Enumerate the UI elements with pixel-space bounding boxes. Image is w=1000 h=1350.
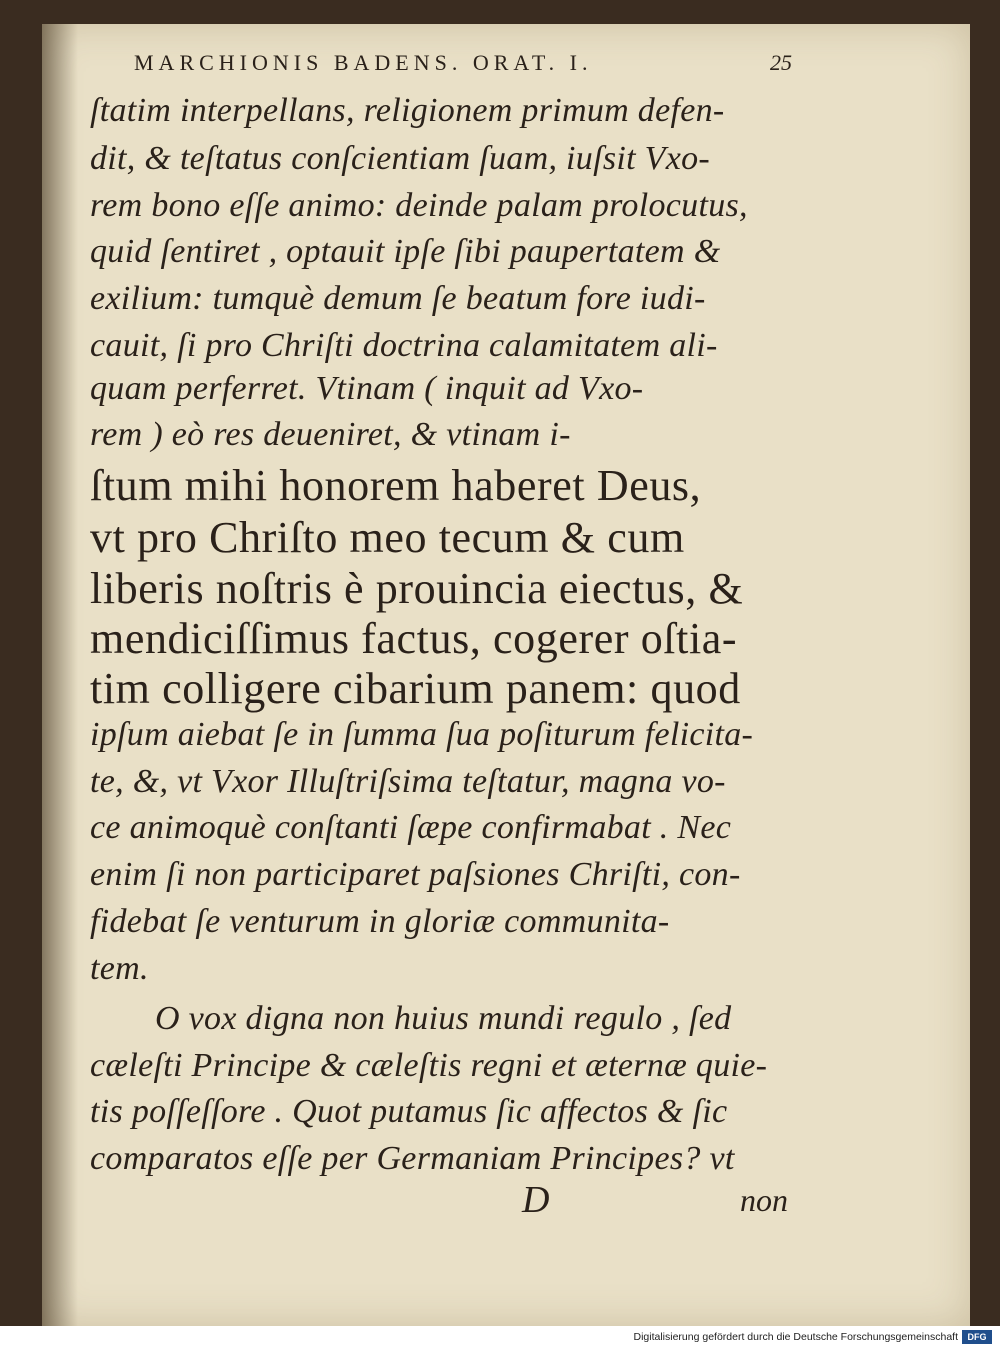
dfg-logo: DFG: [962, 1330, 992, 1344]
text-line-23: comparatos eſſe per Germaniam Principes? vt: [90, 1140, 735, 1177]
text-line-21: cæleſti Principe & cæleſtis regni et æternæ quie-: [90, 1047, 768, 1084]
page-gutter-shadow: [42, 24, 78, 1326]
text-line-13: tim colligere cibarium panem: quod: [90, 664, 741, 713]
text-line-15: te, &, vt Vxor Illuſtriſsima teſtatur, magna vo-: [90, 763, 726, 800]
text-line-10: vt pro Chriſto meo tecum & cum: [90, 513, 685, 562]
text-line-17: enim ſi non participaret paſsiones Chriſti, con-: [90, 856, 741, 893]
credit-bar: [0, 1326, 1000, 1350]
text-line-8: rem ) eò res deueniret, & vtinam i-: [90, 416, 571, 453]
text-line-18: fidebat ſe venturum in gloriæ communita-: [90, 903, 670, 940]
catchword: non: [740, 1182, 788, 1218]
page-number: 25: [770, 50, 792, 75]
text-line-7: quam perferret. Vtinam ( inquit ad Vxo-: [90, 370, 644, 407]
text-line-12: mendiciſſimus factus, cogerer oſtia-: [90, 614, 738, 663]
signature-mark: D: [522, 1179, 550, 1221]
text-line-22: tis poſſeſſore . Quot putamus ſic affectos & ſic: [90, 1093, 728, 1130]
text-line-19: tem.: [90, 950, 149, 987]
text-line-6: cauit, ſi pro Chriſti doctrina calamitatem ali-: [90, 327, 718, 364]
text-line-2: dit, & teſtatus conſcientiam ſuam, iuſsit Vxo-: [90, 140, 711, 177]
text-line-16: ce animoquè conſtanti ſæpe confirmabat . Nec: [90, 809, 732, 846]
running-title: MARCHIONIS BADENS. ORAT. I.: [134, 50, 593, 75]
text-line-3: rem bono eſſe animo: deinde palam prolocutus,: [90, 187, 748, 224]
text-line-1: ſtatim interpellans, religionem primum defen-: [90, 92, 725, 129]
text-line-14: ipſum aiebat ſe in ſumma ſua poſiturum felicita-: [90, 716, 754, 753]
text-line-4: quid ſentiret , optauit ipſe ſibi paupertatem &: [90, 233, 721, 270]
text-line-20: O vox digna non huius mundi regulo , ſed: [155, 1000, 732, 1037]
text-line-5: exilium: tumquè demum ſe beatum fore iudi-: [90, 280, 706, 317]
credit-text: Digitalisierung gefördert durch die Deutsche Forschungsgemeinschaft: [633, 1331, 958, 1343]
text-line-9: ſtum mihi honorem haberet Deus,: [90, 461, 702, 510]
text-line-11: liberis noſtris è prouincia eiectus, &: [90, 564, 744, 613]
